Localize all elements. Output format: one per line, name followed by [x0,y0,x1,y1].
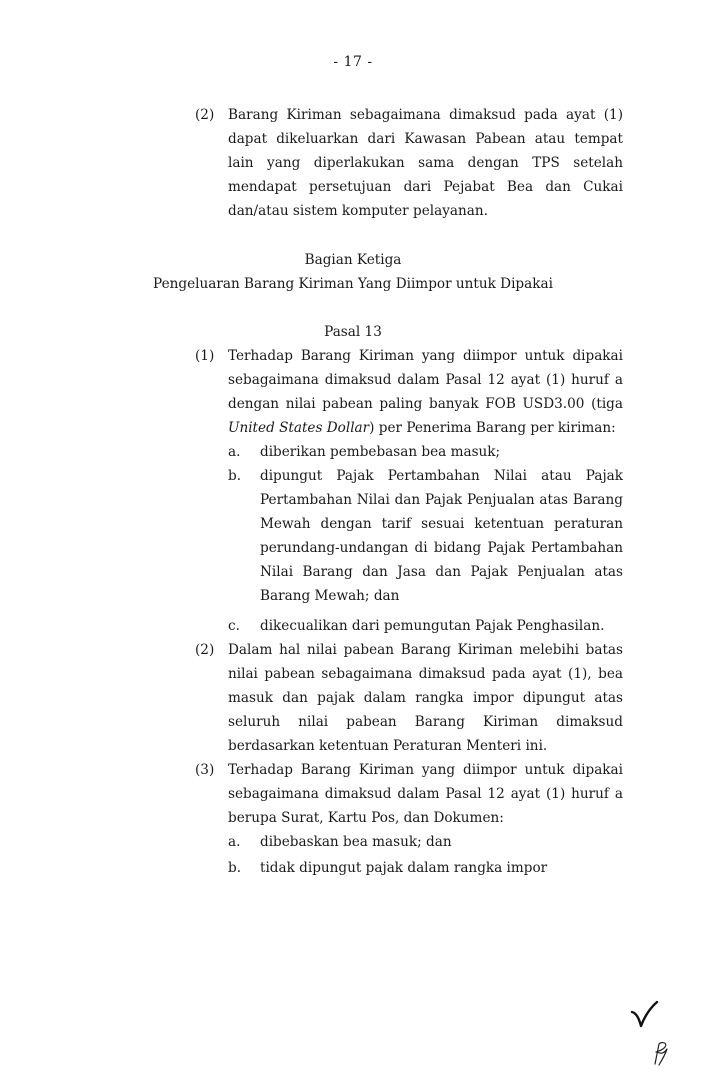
paragraph-number: (3) [195,762,215,778]
paragraph-text: Barang Kiriman sebagaimana dimaksud pada ayat (1) dapat dikeluarkan dari Kawasan Pabean atau tempat lain yang diperlakukan sama dengan TPS setelah mendapat persetujuan dari Pejabat Bea dan Cukai dan/atau sistem komputer pelayanan. [228,107,623,219]
article-title: Pasal 13 [324,324,382,340]
item-letter: a. [228,444,241,460]
item-letter: a. [228,834,241,850]
item-text: tidak dipungut pajak dalam rangka impor [260,860,548,876]
paragraph-text: Terhadap Barang Kiriman yang diimpor untuk dipakai sebagaimana dimaksud dalam Pasal 12 ayat (1) huruf a berupa Surat, Kartu Pos, dan Dokumen: [228,762,623,826]
text-segment: ) per Penerima Barang per kiriman: [369,420,616,436]
item-text: dikecualikan dari pemungutan Pajak Penghasilan. [260,618,605,634]
item-text: dibebaskan bea masuk; dan [260,834,452,850]
initials-icon [650,1038,672,1068]
section-subtitle: Pengeluaran Barang Kiriman Yang Diimpor untuk Dipakai [153,276,553,292]
item-text: diberikan pembebasan bea masuk; [260,444,501,460]
item-letter: b. [228,860,242,876]
paragraph-number: (1) [195,348,215,364]
paragraph-text: Dalam hal nilai pabean Barang Kiriman melebihi batas nilai pabean sebagaimana dimaksud pada ayat (1), bea masuk dan pajak dalam rangka impor dipungut atas seluruh nilai pabean Barang Kiriman dimaksud berdasarkan ketentuan Peraturan Menteri ini. [228,642,623,754]
list-item [195,830,623,854]
text-segment: Terhadap Barang Kiriman yang diimpor untuk dipakai sebagaimana dimaksud dalam Pasal 12 ayat (1) huruf a dengan nilai pabean paling banyak FOB USD3.00 (tiga [228,348,623,412]
item-letter: c. [228,618,240,634]
list-item [195,440,623,464]
paragraph-text [228,344,623,440]
article-paragraph-1 [195,344,623,638]
article-paragraph-2 [195,638,623,758]
list-item [195,464,623,608]
paragraph-number: (2) [195,107,215,123]
continuation-paragraph [195,103,623,223]
page-number: - 17 - [333,54,373,70]
list-item [195,856,623,880]
checkmark-icon [630,1000,660,1034]
paragraph-number: (2) [195,642,215,658]
item-letter: b. [228,468,242,484]
article-paragraph-3 [195,758,623,880]
section-title: Bagian Ketiga [304,252,402,268]
item-text: dipungut Pajak Pertambahan Nilai atau Pajak Pertambahan Nilai dan Pajak Penjualan atas Barang Mewah dengan tarif sesuai ketentuan peraturan perundang-undangan di bidang Pajak Pertambahan Nilai Barang dan Jasa dan Pajak Penjualan atas Barang Mewah; dan [260,468,623,604]
list-item [195,614,623,638]
italic-term: United States Dollar [228,420,370,436]
